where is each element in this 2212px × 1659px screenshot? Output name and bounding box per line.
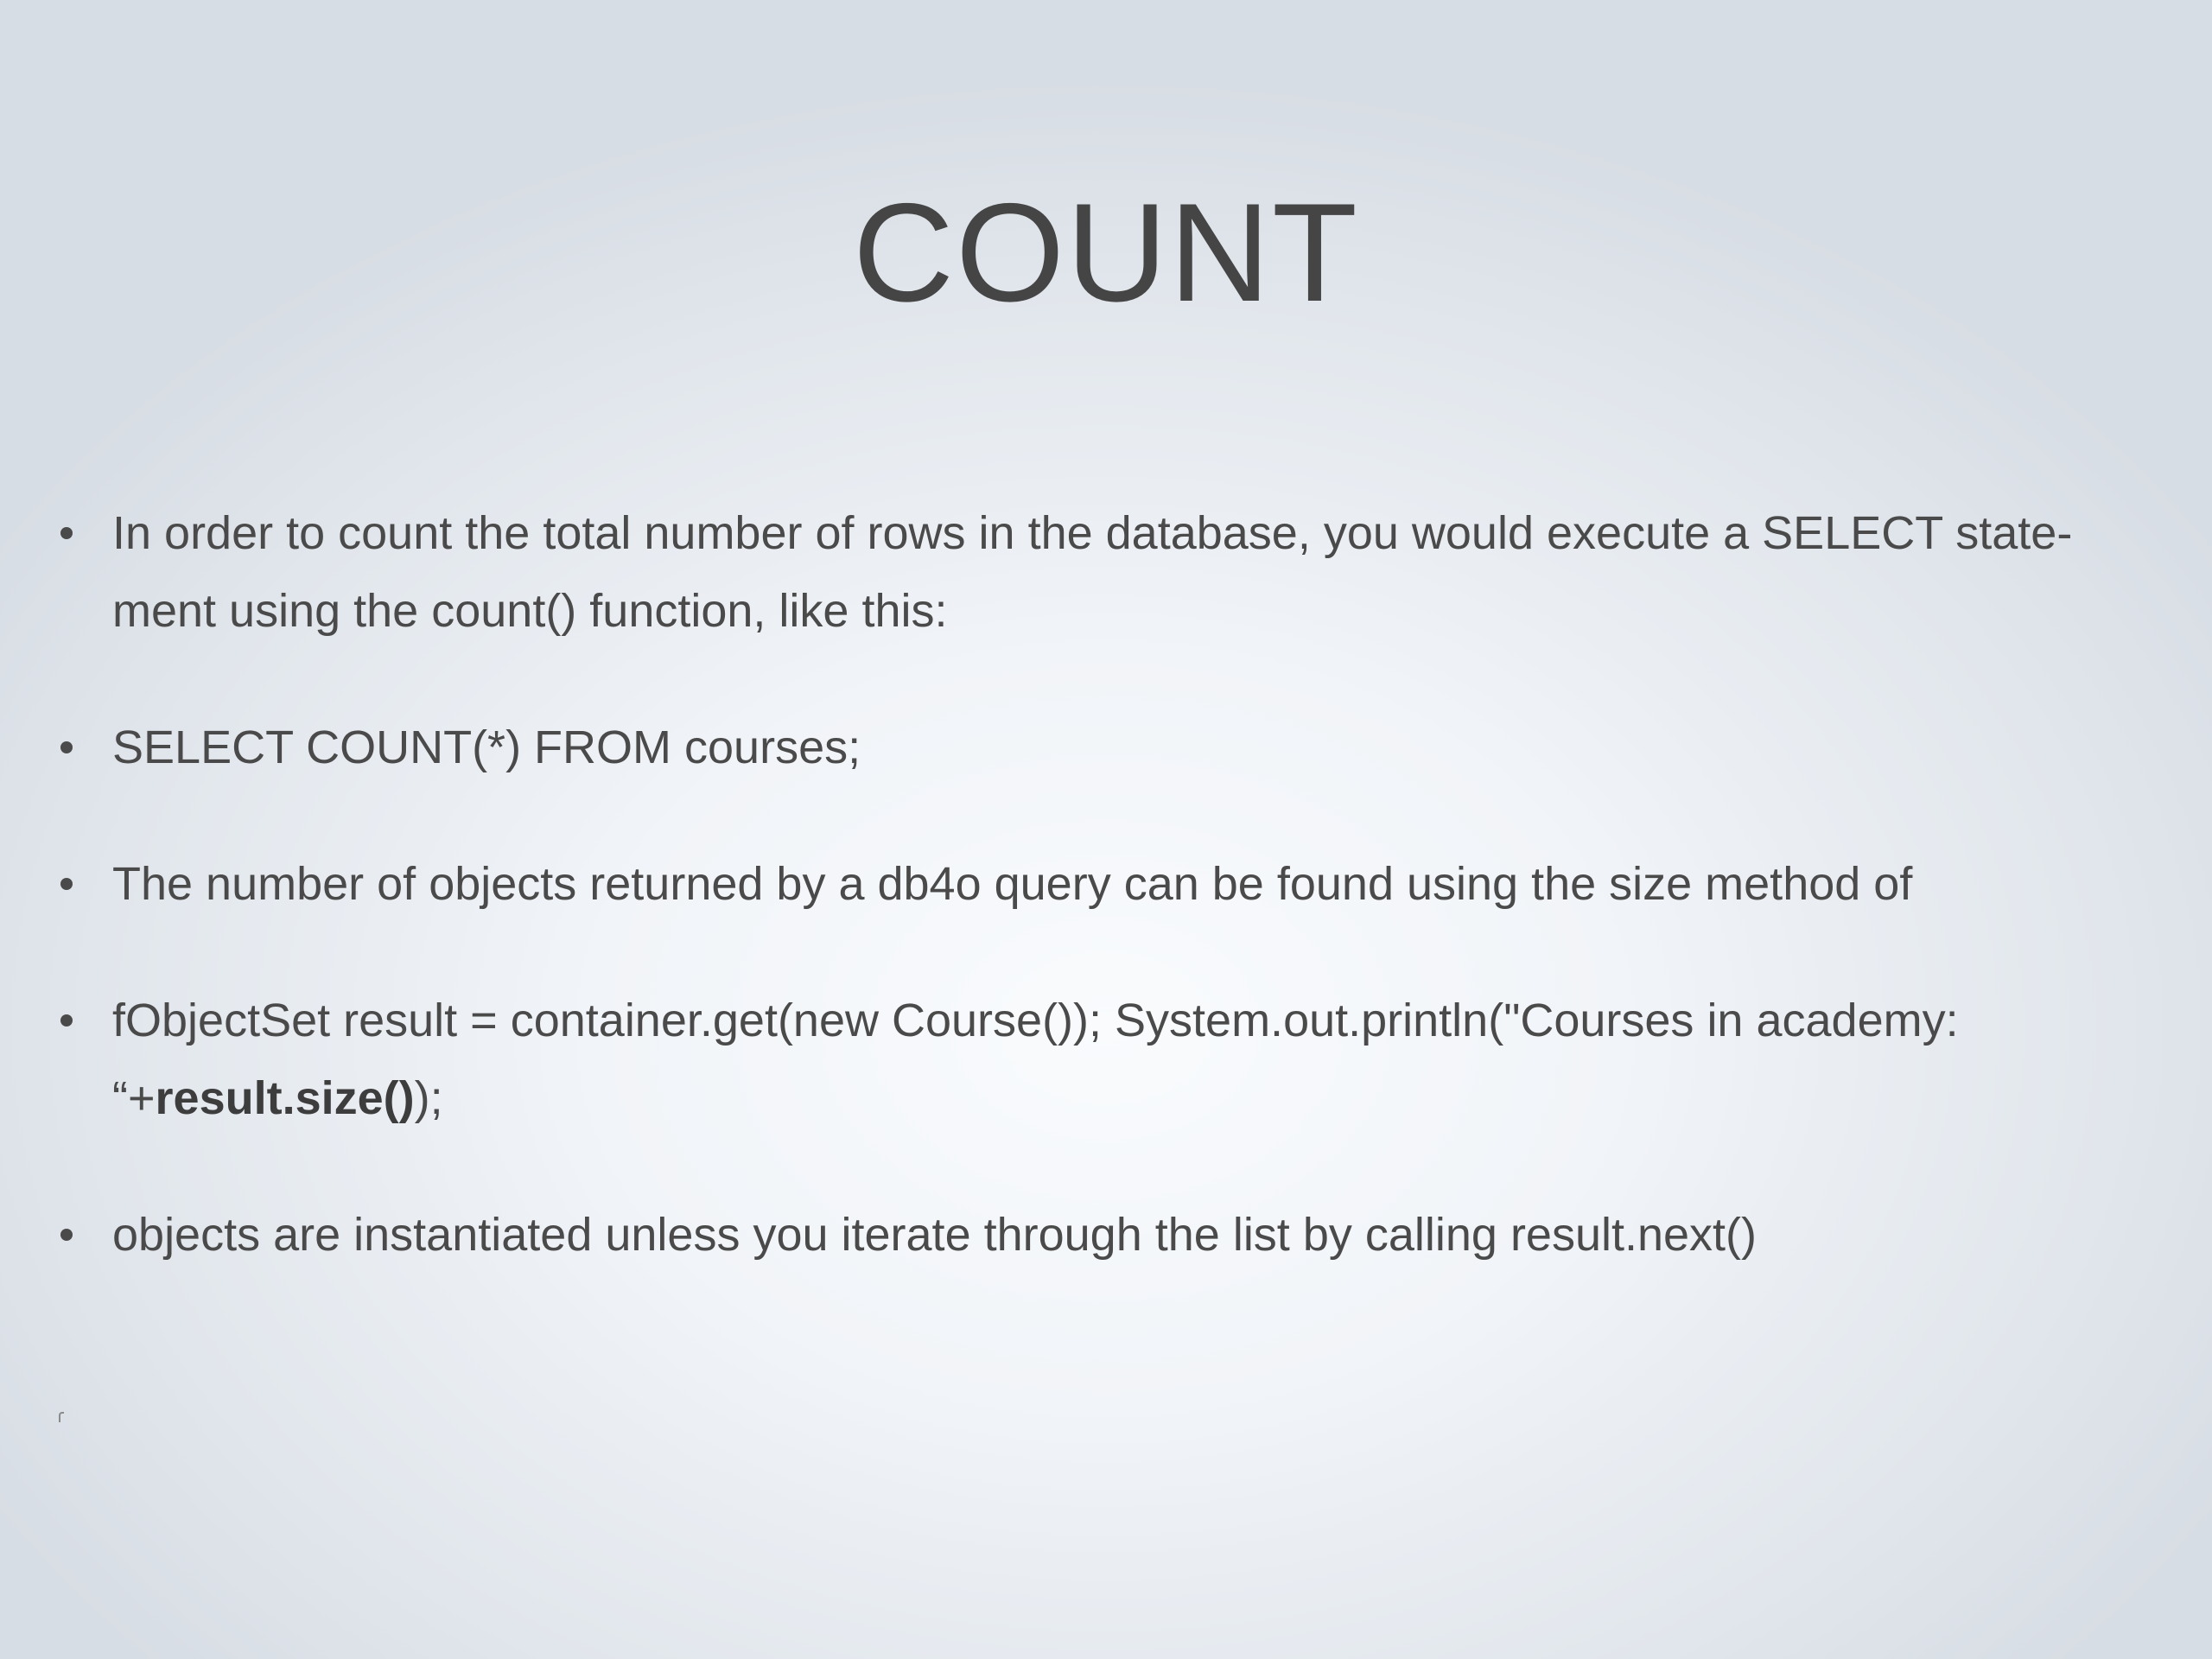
bullet-dot-icon: [60, 1014, 73, 1027]
bullet-text: objects are instantiated unless you iterate through the list by calling result.next(): [112, 1209, 1758, 1261]
stray-mark: [59, 1412, 64, 1422]
bullet-text-before: fObjectSet result = container.get(new Course()); System.out.println("Courses in academy: “+: [112, 995, 1959, 1124]
bullet-item-count-rows: [48, 494, 2157, 650]
slide-title: COUNT: [853, 175, 1359, 331]
bullet-text: In order to count the total number of rows in the database, you would execute a SELECT state- ment using the count() function, like this:: [112, 507, 2073, 637]
bullet-dot-icon: [60, 527, 73, 539]
bullet-dot-icon: [60, 1229, 73, 1241]
bullet-text: SELECT COUNT(*) FROM courses;: [112, 721, 861, 773]
bullet-item-db4o-size: [48, 845, 2157, 923]
bullet-item-select-count: [48, 709, 2157, 786]
bullet-item-code-example: [48, 982, 2157, 1137]
bullet-dot-icon: [60, 878, 73, 890]
bullet-text: The number of objects returned by a db4o query can be found using the size method of: [112, 858, 1913, 910]
bullet-item-instantiation: [48, 1196, 2157, 1274]
bullet-text-after: );: [414, 1072, 443, 1124]
bullet-text-bold: result.size(): [155, 1072, 415, 1124]
bullet-list: [48, 494, 2157, 1332]
bullet-dot-icon: [60, 741, 73, 753]
